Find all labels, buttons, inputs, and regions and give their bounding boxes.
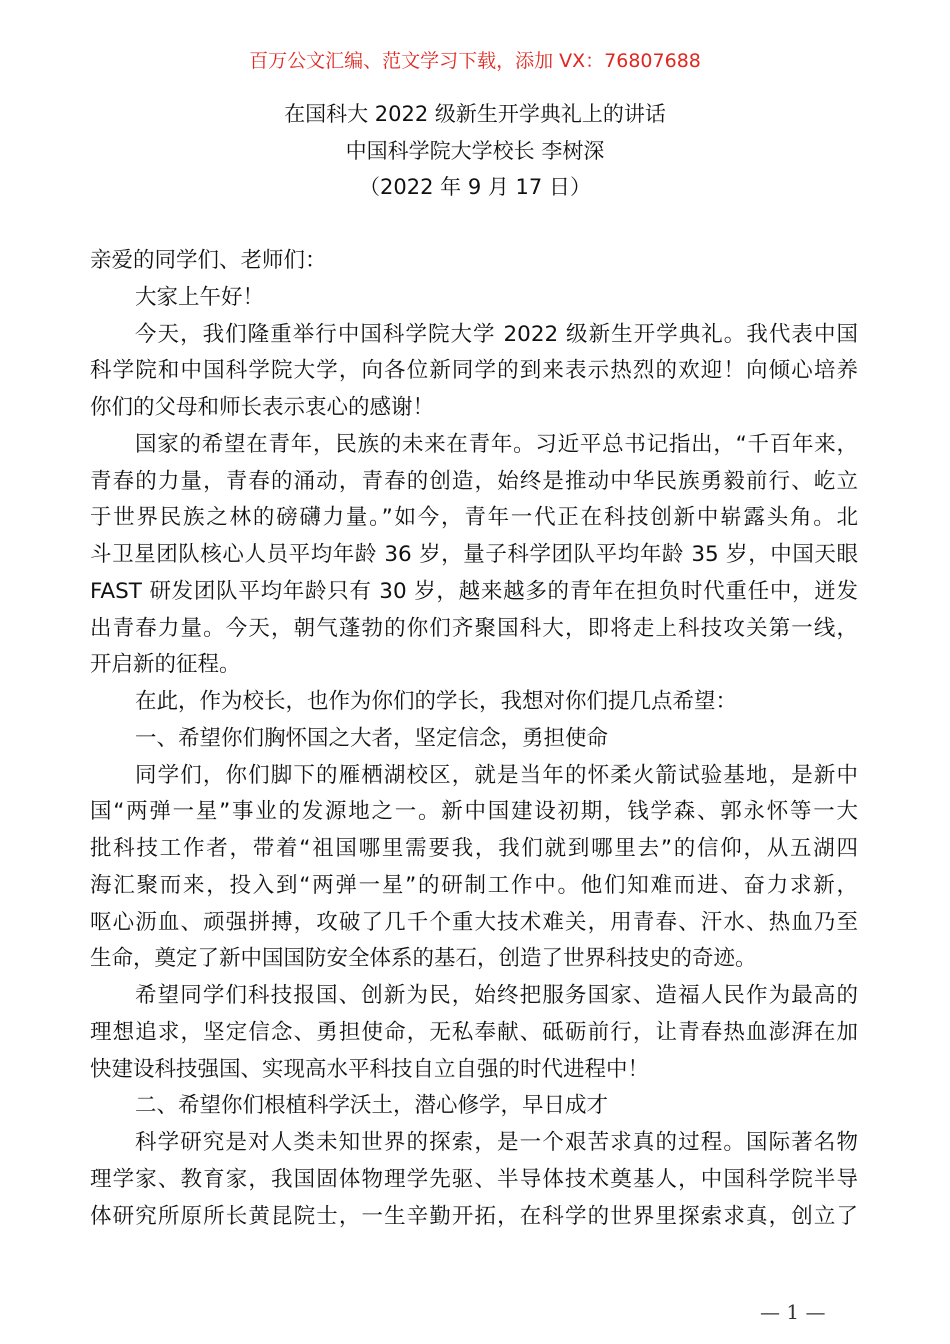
text-line: 青春的力量，青春的涌动，青春的创造，始终是推动中华民族勇毅前行、屹立 [90, 468, 858, 494]
page-number: — 1 — [760, 1300, 826, 1324]
paragraph [90, 317, 858, 427]
text-line: 快建设科技强国、实现高水平科技自立自强的时代进程中！ [90, 1056, 650, 1082]
text-line: FAST 研发团队平均年龄只有 30 岁，越来越多的青年在担负时代重任中，迸发 [90, 578, 858, 604]
text-line: 你们的父母和师长表示衷心的感谢！ [90, 395, 435, 420]
paragraph [90, 243, 858, 280]
text-line: 一、希望你们胸怀国之大者，坚定信念，勇担使命 [135, 725, 609, 751]
text-line: 于世界民族之林的磅礴力量。”如今，青年一代正在科技创新中崭露头角。北 [90, 505, 858, 531]
text-line: 今天，我们隆重举行中国科学院大学 2022 级新生开学典礼。我代表中国 [135, 321, 858, 347]
text-line: 科学院和中国科学院大学，向各位新同学的到来表示热烈的欢迎！向倾心培养 [90, 358, 858, 384]
text-line: 海汇聚而来，投入到“两弹一星”的研制工作中。他们知难而进、奋力求新， [90, 872, 858, 898]
text-line: 体研究所原所长黄昆院士，一生辛勤开拓，在科学的世界里探索求真，创立了 [90, 1203, 858, 1229]
text-line: 希望同学们科技报国、创新为民，始终把服务国家、造福人民作为最高的 [135, 983, 858, 1008]
text-line: 科学研究是对人类未知世界的探索，是一个艰苦求真的过程。国际著名物 [135, 1130, 858, 1155]
paragraph [90, 978, 858, 1088]
document-title: 在国科大 2022 级新生开学典礼上的讲话 [284, 102, 666, 126]
text-line: 同学们，你们脚下的雁栖湖校区，就是当年的怀柔火箭试验基地，是新中 [135, 762, 858, 788]
document-author: 中国科学院大学校长 李树深 [345, 139, 605, 163]
text-line: 批科技工作者，带着“祖国哪里需要我，我们就到哪里去”的信仰，从五湖四 [90, 836, 858, 861]
paragraph [90, 758, 858, 979]
paragraph [90, 427, 858, 684]
paragraph [90, 721, 858, 758]
text-line: 在此，作为校长，也作为你们的学长，我想对你们提几点希望： [135, 689, 738, 714]
paragraph [90, 1088, 858, 1125]
watermark-banner: 百万公文汇编、范文学习下载，添加 VX：76807688 [249, 50, 701, 72]
text-line: 开启新的征程。 [90, 652, 241, 678]
text-line: 出青春力量。今天，朝气蓬勃的你们齐聚国科大，即将走上科技攻关第一线， [90, 615, 858, 641]
text-line: 理学家、教育家，我国固体物理学先驱、半导体技术奠基人，中国科学院半导 [90, 1166, 858, 1192]
text-line: 斗卫星团队核心人员平均年龄 36 岁，量子科学团队平均年龄 35 岁，中国天眼 [90, 542, 858, 567]
text-line: 呕心沥血、顽强拼搏，攻破了几千个重大技术难关，用青春、汗水、热血乃至 [90, 909, 858, 935]
text-line: 二、希望你们根植科学沃土，潜心修学，早日成才 [135, 1093, 609, 1119]
text-line: 国家的希望在青年，民族的未来在青年。习近平总书记指出，“千百年来， [135, 431, 858, 457]
document-date: （2022 年 9 月 17 日） [359, 175, 591, 199]
document-body [90, 243, 858, 1235]
paragraph [90, 684, 858, 721]
text-line: 理想追求，坚定信念、勇担使命，无私奉献、砥砺前行，让青春热血澎湃在加 [90, 1019, 858, 1045]
text-line: 生命，奠定了新中国国防安全体系的基石，创造了世界科技史的奇迹。 [90, 946, 757, 972]
text-line: 大家上午好！ [135, 284, 265, 310]
text-line: 亲爱的同学们、老师们： [90, 248, 327, 273]
text-line: 国“两弹一星”事业的发源地之一。新中国建设初期，钱学森、郭永怀等一大 [90, 799, 858, 825]
paragraph [90, 1125, 858, 1235]
paragraph [90, 280, 858, 317]
